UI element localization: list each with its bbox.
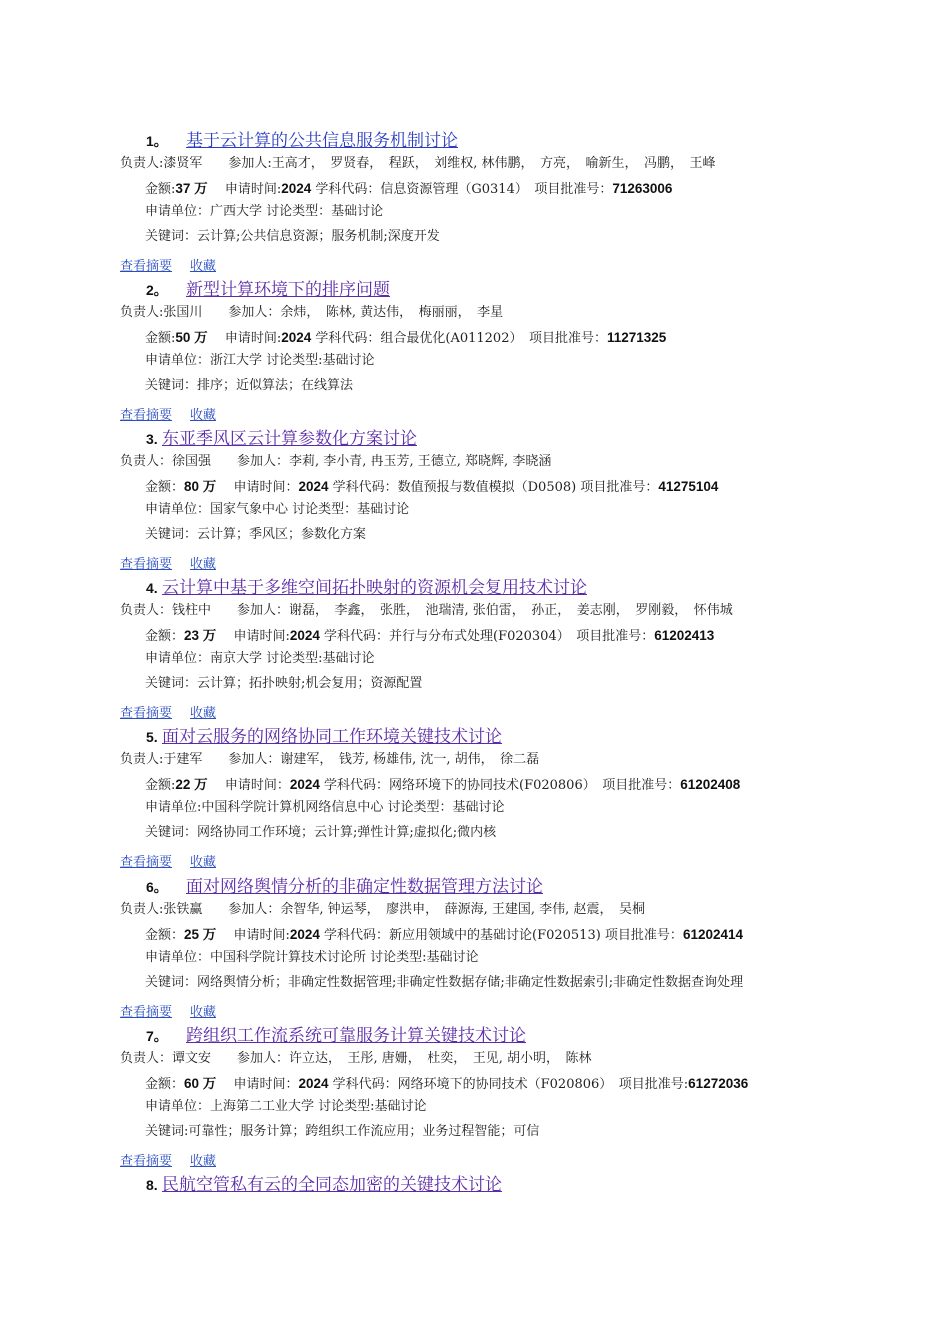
- project-unit: 申请单位：浙江大学 讨论类型:基础讨论: [145, 353, 375, 368]
- project-title-link[interactable]: 面对网络舆情分析的非确定性数据管理方法讨论: [186, 877, 543, 897]
- project-funding-line: [145, 925, 743, 945]
- approval-number: 61202414: [682, 927, 744, 942]
- apply-year: 2024: [281, 181, 312, 196]
- project-title-row: [146, 722, 502, 746]
- project-people: 负责人:于建军 参加人：谢建军， 钱芳, 杨雄伟, 沈一, 胡伟， 徐二磊: [120, 752, 540, 767]
- amount-value: 50 万: [175, 330, 208, 345]
- project-people: 负责人：钱柱中 参加人：谢磊， 李鑫， 张胜， 池瑞清, 张伯雷， 孙正， 姜志刚， 罗刚毅， 怀伟城: [120, 603, 733, 618]
- favorite-link[interactable]: 收藏: [190, 408, 217, 423]
- project-title-link[interactable]: 东亚季风区云计算参数化方案讨论: [162, 429, 417, 449]
- favorite-link[interactable]: 收藏: [190, 259, 217, 274]
- project-title-row: [146, 1170, 502, 1194]
- favorite-link[interactable]: 收藏: [190, 855, 217, 870]
- view-abstract-link[interactable]: 查看摘要: [120, 706, 173, 721]
- amount-label: 金额：: [145, 480, 185, 495]
- subject-code: 学科代码：网络环境下的协同技术(F020806） 项目批准号：: [319, 778, 681, 793]
- project-number: 3.: [146, 431, 158, 447]
- apply-year: 2024: [298, 1076, 329, 1091]
- date-label: 申请时间：: [233, 480, 299, 495]
- project-funding-line: [145, 775, 740, 795]
- project-unit: 申请单位：广西大学 讨论类型：基础讨论: [145, 204, 384, 219]
- project-title-link[interactable]: 跨组织工作流系统可靠服务计算关键技术讨论: [186, 1026, 526, 1046]
- project-number: 1。: [146, 133, 168, 149]
- date-label: 申请时间:: [224, 182, 282, 197]
- project-title-row: [146, 424, 417, 448]
- project-keywords: 关键词：排序；近似算法；在线算法: [145, 378, 354, 393]
- amount-label: 金额：: [145, 928, 185, 943]
- project-actions: [120, 851, 216, 869]
- apply-year: 2024: [298, 479, 329, 494]
- project-people: 负责人：谭文安 参加人：许立达， 王彤, 唐姗， 杜奕， 王见, 胡小明， 陈林: [120, 1051, 592, 1066]
- subject-code: 学科代码：数值预报与数值模拟（D0508) 项目批准号：: [328, 480, 659, 495]
- project-unit: 申请单位：上海第二工业大学 讨论类型:基础讨论: [145, 1099, 427, 1114]
- subject-code: 学科代码：信息资源管理（G0314） 项目批准号：: [311, 182, 613, 197]
- favorite-link[interactable]: 收藏: [190, 1154, 217, 1169]
- apply-year: 2024: [289, 628, 320, 643]
- favorite-link[interactable]: 收藏: [190, 557, 217, 572]
- project-title-row: [146, 275, 390, 299]
- project-actions: [120, 404, 216, 422]
- project-title-link[interactable]: 云计算中基于多维空间拓扑映射的资源机会复用技术讨论: [162, 578, 587, 598]
- approval-number: 11271325: [606, 330, 667, 345]
- apply-year: 2024: [281, 330, 312, 345]
- subject-code: 学科代码：组合最优化(A011202） 项目批准号：: [311, 331, 607, 346]
- date-label: 申请时间:: [233, 928, 290, 943]
- project-number: 7。: [146, 1028, 168, 1044]
- project-people: 负责人:张国川 参加人：余炜， 陈林, 黄达伟， 梅丽丽， 李星: [120, 305, 504, 320]
- amount-value: 23 万: [184, 628, 217, 643]
- project-unit: 申请单位：中国科学院计算技术讨论所 讨论类型:基础讨论: [145, 950, 479, 965]
- subject-code: 学科代码：并行与分布式处理(F020304） 项目批准号：: [319, 629, 655, 644]
- favorite-link[interactable]: 收藏: [190, 1005, 217, 1020]
- project-keywords: 关键词:可靠性；服务计算；跨组织工作流应用；业务过程智能；可信: [145, 1124, 540, 1139]
- view-abstract-link[interactable]: 查看摘要: [120, 1005, 173, 1020]
- view-abstract-link[interactable]: 查看摘要: [120, 1154, 173, 1169]
- subject-code: 学科代码：网络环境下的协同技术（F020806） 项目批准号:: [328, 1077, 689, 1092]
- amount-label: 金额:: [145, 778, 176, 793]
- project-people: 负责人:张铁赢 参加人：余智华, 钟运琴， 廖洪申， 薛源海, 王建国, 李伟, 赵震， 吴桐: [120, 902, 645, 917]
- date-label: 申请时间:: [224, 331, 282, 346]
- project-actions: [120, 702, 216, 720]
- subject-code: 学科代码：新应用领域中的基础讨论(F020513) 项目批准号：: [319, 928, 683, 943]
- amount-value: 60 万: [184, 1076, 217, 1091]
- view-abstract-link[interactable]: 查看摘要: [120, 259, 173, 274]
- project-actions: [120, 1001, 216, 1019]
- project-funding-line: [145, 179, 672, 199]
- project-title-row: [146, 573, 587, 597]
- amount-value: 37 万: [175, 181, 208, 196]
- approval-number: 61272036: [688, 1076, 749, 1091]
- view-abstract-link[interactable]: 查看摘要: [120, 408, 173, 423]
- amount-label: 金额：: [145, 629, 185, 644]
- project-keywords: 关键词：云计算；季风区；参数化方案: [145, 527, 367, 542]
- project-keywords: 关键词：云计算；拓扑映射;机会复用；资源配置: [145, 676, 423, 691]
- project-funding-line: [145, 328, 666, 348]
- project-number: 5.: [146, 729, 158, 745]
- project-funding-line: [145, 626, 714, 646]
- approval-number: 41275104: [658, 479, 719, 494]
- project-title-link[interactable]: 面对云服务的网络协同工作环境关键技术讨论: [162, 727, 502, 747]
- project-unit: 申请单位：南京大学 讨论类型:基础讨论: [145, 651, 375, 666]
- project-funding-line: [145, 1074, 748, 1094]
- approval-number: 61202408: [680, 777, 741, 792]
- approval-number: 71263006: [612, 181, 673, 196]
- project-people: 负责人：徐国强 参加人：李莉, 李小青, 冉玉芳, 王德立, 郑晓辉, 李晓涵: [120, 454, 552, 469]
- project-funding-line: [145, 477, 718, 497]
- project-unit: 申请单位：国家气象中心 讨论类型：基础讨论: [145, 502, 410, 517]
- project-number: 4.: [146, 580, 158, 596]
- project-actions: [120, 553, 216, 571]
- project-actions: [120, 255, 216, 273]
- project-unit: 申请单位:中国科学院计算机网络信息中心 讨论类型：基础讨论: [145, 800, 505, 815]
- favorite-link[interactable]: 收藏: [190, 706, 217, 721]
- project-title-row: [146, 872, 543, 896]
- amount-label: 金额：: [145, 1077, 185, 1092]
- amount-value: 25 万: [184, 927, 217, 942]
- project-number: 2。: [146, 282, 168, 298]
- project-keywords: 关键词：云计算;公共信息资源；服务机制;深度开发: [145, 229, 440, 244]
- project-keywords: 关键词：网络协同工作环境；云计算;弹性计算;虚拟化;微内核: [145, 825, 497, 840]
- amount-value: 80 万: [184, 479, 217, 494]
- date-label: 申请时间：: [233, 1077, 299, 1092]
- apply-year: 2024: [289, 777, 320, 792]
- amount-label: 金额:: [145, 331, 176, 346]
- project-keywords: 关键词：网络舆情分析；非确定性数据管理;非确定性数据存储;非确定性数据索引;非确定性数据查询处理: [145, 975, 744, 990]
- approval-number: 61202413: [654, 628, 715, 643]
- project-number: 8.: [146, 1177, 158, 1193]
- project-title-link[interactable]: 新型计算环境下的排序问题: [186, 280, 390, 300]
- amount-value: 22 万: [175, 777, 208, 792]
- project-title-link[interactable]: 民航空管私有云的全同态加密的关键技术讨论: [162, 1175, 502, 1195]
- project-number: 6。: [146, 879, 168, 895]
- project-title-row: [146, 1021, 526, 1045]
- project-actions: [120, 1150, 216, 1168]
- amount-label: 金额:: [145, 182, 176, 197]
- apply-year: 2024: [289, 927, 320, 942]
- date-label: 申请时间：: [224, 778, 290, 793]
- date-label: 申请时间:: [233, 629, 290, 644]
- project-title-row: [146, 126, 458, 150]
- view-abstract-link[interactable]: 查看摘要: [120, 557, 173, 572]
- view-abstract-link[interactable]: 查看摘要: [120, 855, 173, 870]
- project-people: 负责人:漆贤军 参加人:王高才， 罗贤春， 程跃， 刘维权, 林伟鹏， 方亮， 喻新生， 冯鹏， 王峰: [120, 156, 716, 171]
- project-title-link[interactable]: 基于云计算的公共信息服务机制讨论: [186, 131, 458, 151]
